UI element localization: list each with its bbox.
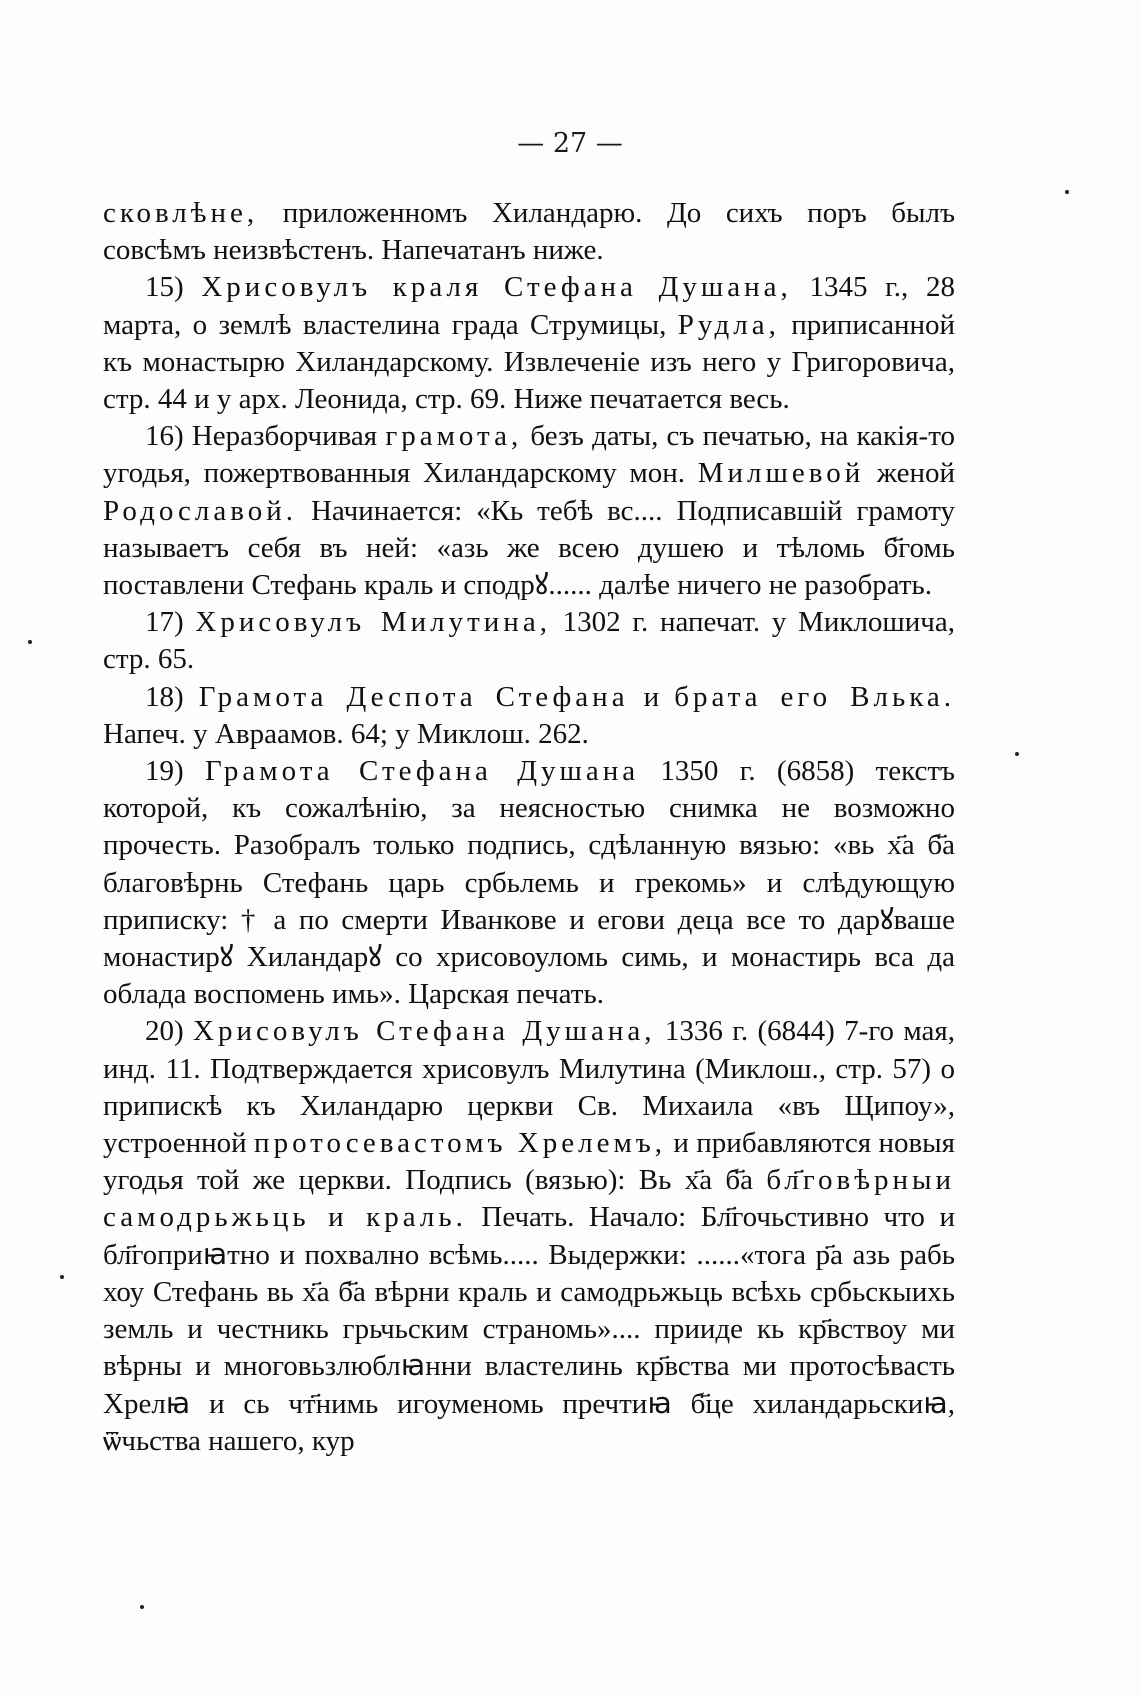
paragraph-text: 1302 г. напечат. у Миклошича, стр. 65. [103, 606, 955, 676]
scan-speck [1015, 752, 1019, 756]
paragraph-text: Печать. Начало: Бл҃гочьстивно что и бл҃гоприꙗтно и похвално всѣмь..... Выдержки: ......«тога р҃а азь рабь хоу Стефань вь х҃а б҃а вѣрни краль и самодрьжьць всѣхь србьскыихь земль и честникь грьчьским страномь».... прииде кь кр҃вствоу ми вѣрны и многовьзлюблꙗнни властелинь кр҃вства ми протосѣвасть Хрелꙗ и сь чт҃нимь игоуменомь пречтиꙗ б҃це хиландарьскиꙗ, ѿчьства нашего, кур [103, 1201, 955, 1457]
paragraph-text: 18) [145, 680, 199, 713]
spaced-emphasis-text: Грамота Стефана Душана [204, 755, 640, 788]
paragraph-text: Напеч. у Авраамов. 64; у Миклош. 262. [103, 717, 589, 750]
paragraph-p-20 [103, 1013, 955, 1459]
scan-speck [60, 1275, 64, 1279]
paragraph-text: 17) [145, 606, 196, 639]
spaced-emphasis-text: Родославой. [103, 494, 298, 527]
page-number: — 27 — [517, 128, 623, 159]
body-text [103, 195, 955, 1460]
spaced-emphasis-text: сковлѣне, [103, 197, 259, 229]
scan-speck [140, 1605, 144, 1609]
paragraph-text: женой [864, 457, 955, 490]
spaced-emphasis-text: Хрисовулъ краля Стефана Душана, [201, 271, 792, 304]
paragraph-text: Начинается: «Кь тебѣ вс.... Подписавшій грамоту называетъ себя въ ней: «азь же всею душею и тѣломь б҃гомь поставлени Стефань краль и сподрꙋ...... далѣе ничего не разобрать. [103, 494, 955, 602]
spaced-emphasis-text: Рудла, [677, 308, 780, 341]
spaced-emphasis-text: грамота, [385, 420, 523, 453]
scan-speck [28, 640, 32, 644]
paragraph-text: 1345 г., 28 марта, о землѣ властелина града Струмицы, [103, 271, 955, 341]
paragraph-text: 20) [145, 1015, 194, 1048]
paragraph-text: и [628, 680, 675, 713]
paragraph-p-15 [103, 269, 955, 418]
spaced-emphasis-text: протосевастомъ Хрелемъ, [254, 1127, 667, 1160]
spaced-emphasis-text: Хрисовулъ Милутина, [195, 606, 551, 639]
spaced-emphasis-text: бл҃говѣрныи самодрьжьць и краль. [103, 1164, 955, 1234]
paragraph-text: 16) Неразборчивая [145, 420, 386, 453]
paragraph-text: приложенномъ Хиландарю. До сихъ поръ былъ совсѣмъ неизвѣстенъ. Напечатанъ ниже. [103, 197, 955, 267]
spaced-emphasis-text: Хрисовулъ Стефана Душана, [193, 1015, 656, 1048]
paragraph-text: 19) [145, 755, 205, 788]
paragraph-text: приписанной къ монастырю Хиландарскому. Извлеченіе изъ него у Григоровича, стр. 44 и у арх. Леонида, стр. 69. Ниже печатается весь. [103, 308, 955, 416]
paragraph-text: 1336 г. (6844) 7-го мая, инд. 11. Подтверждается хрисовулъ Милутина (Миклош., стр. 57) о припискѣ къ Хиландарю церкви Св. Михаила «въ Щипоу», устроенной [103, 1015, 955, 1160]
scan-speck [1065, 190, 1069, 194]
spaced-emphasis-text: Милшевой [697, 457, 865, 490]
paragraph-text: безъ даты, съ печатью, на какія-то угодья, пожертвованныя Хиландарскому мон. [103, 420, 955, 490]
paragraph-p-18 [103, 679, 955, 753]
paragraph-p-16 [103, 418, 955, 604]
spaced-emphasis-text: брата его Влька. [674, 680, 955, 713]
paragraph-text: 1350 г. (6858) текстъ которой, къ сожалѣнію, за неясностью снимка не возможно прочесть. Разобралъ только подпись, сдѣланную вязью: «вь х҃а б҃а благовѣрнь Стефань царь србьлемь и грекомь» и слѣдующую приписку: † а по смерти Иванкове и егови деца все то дарꙋваше монастирꙋ Хиландарꙋ со хрисовоуломь симь, и монастирь вса да облада воспомень имь». Царская печать. [103, 755, 956, 1011]
paragraph-p-cont [103, 195, 955, 269]
paragraph-text: 15) [145, 271, 202, 304]
paragraph-p-19 [103, 753, 955, 1013]
paragraph-p-17 [103, 604, 955, 678]
spaced-emphasis-text: Грамота Деспота Стефана [198, 680, 629, 713]
paragraph-text: и прибавляются новыя угодья той же церкви. Подпись (вязью): Вь х҃а б҃а [103, 1127, 955, 1197]
